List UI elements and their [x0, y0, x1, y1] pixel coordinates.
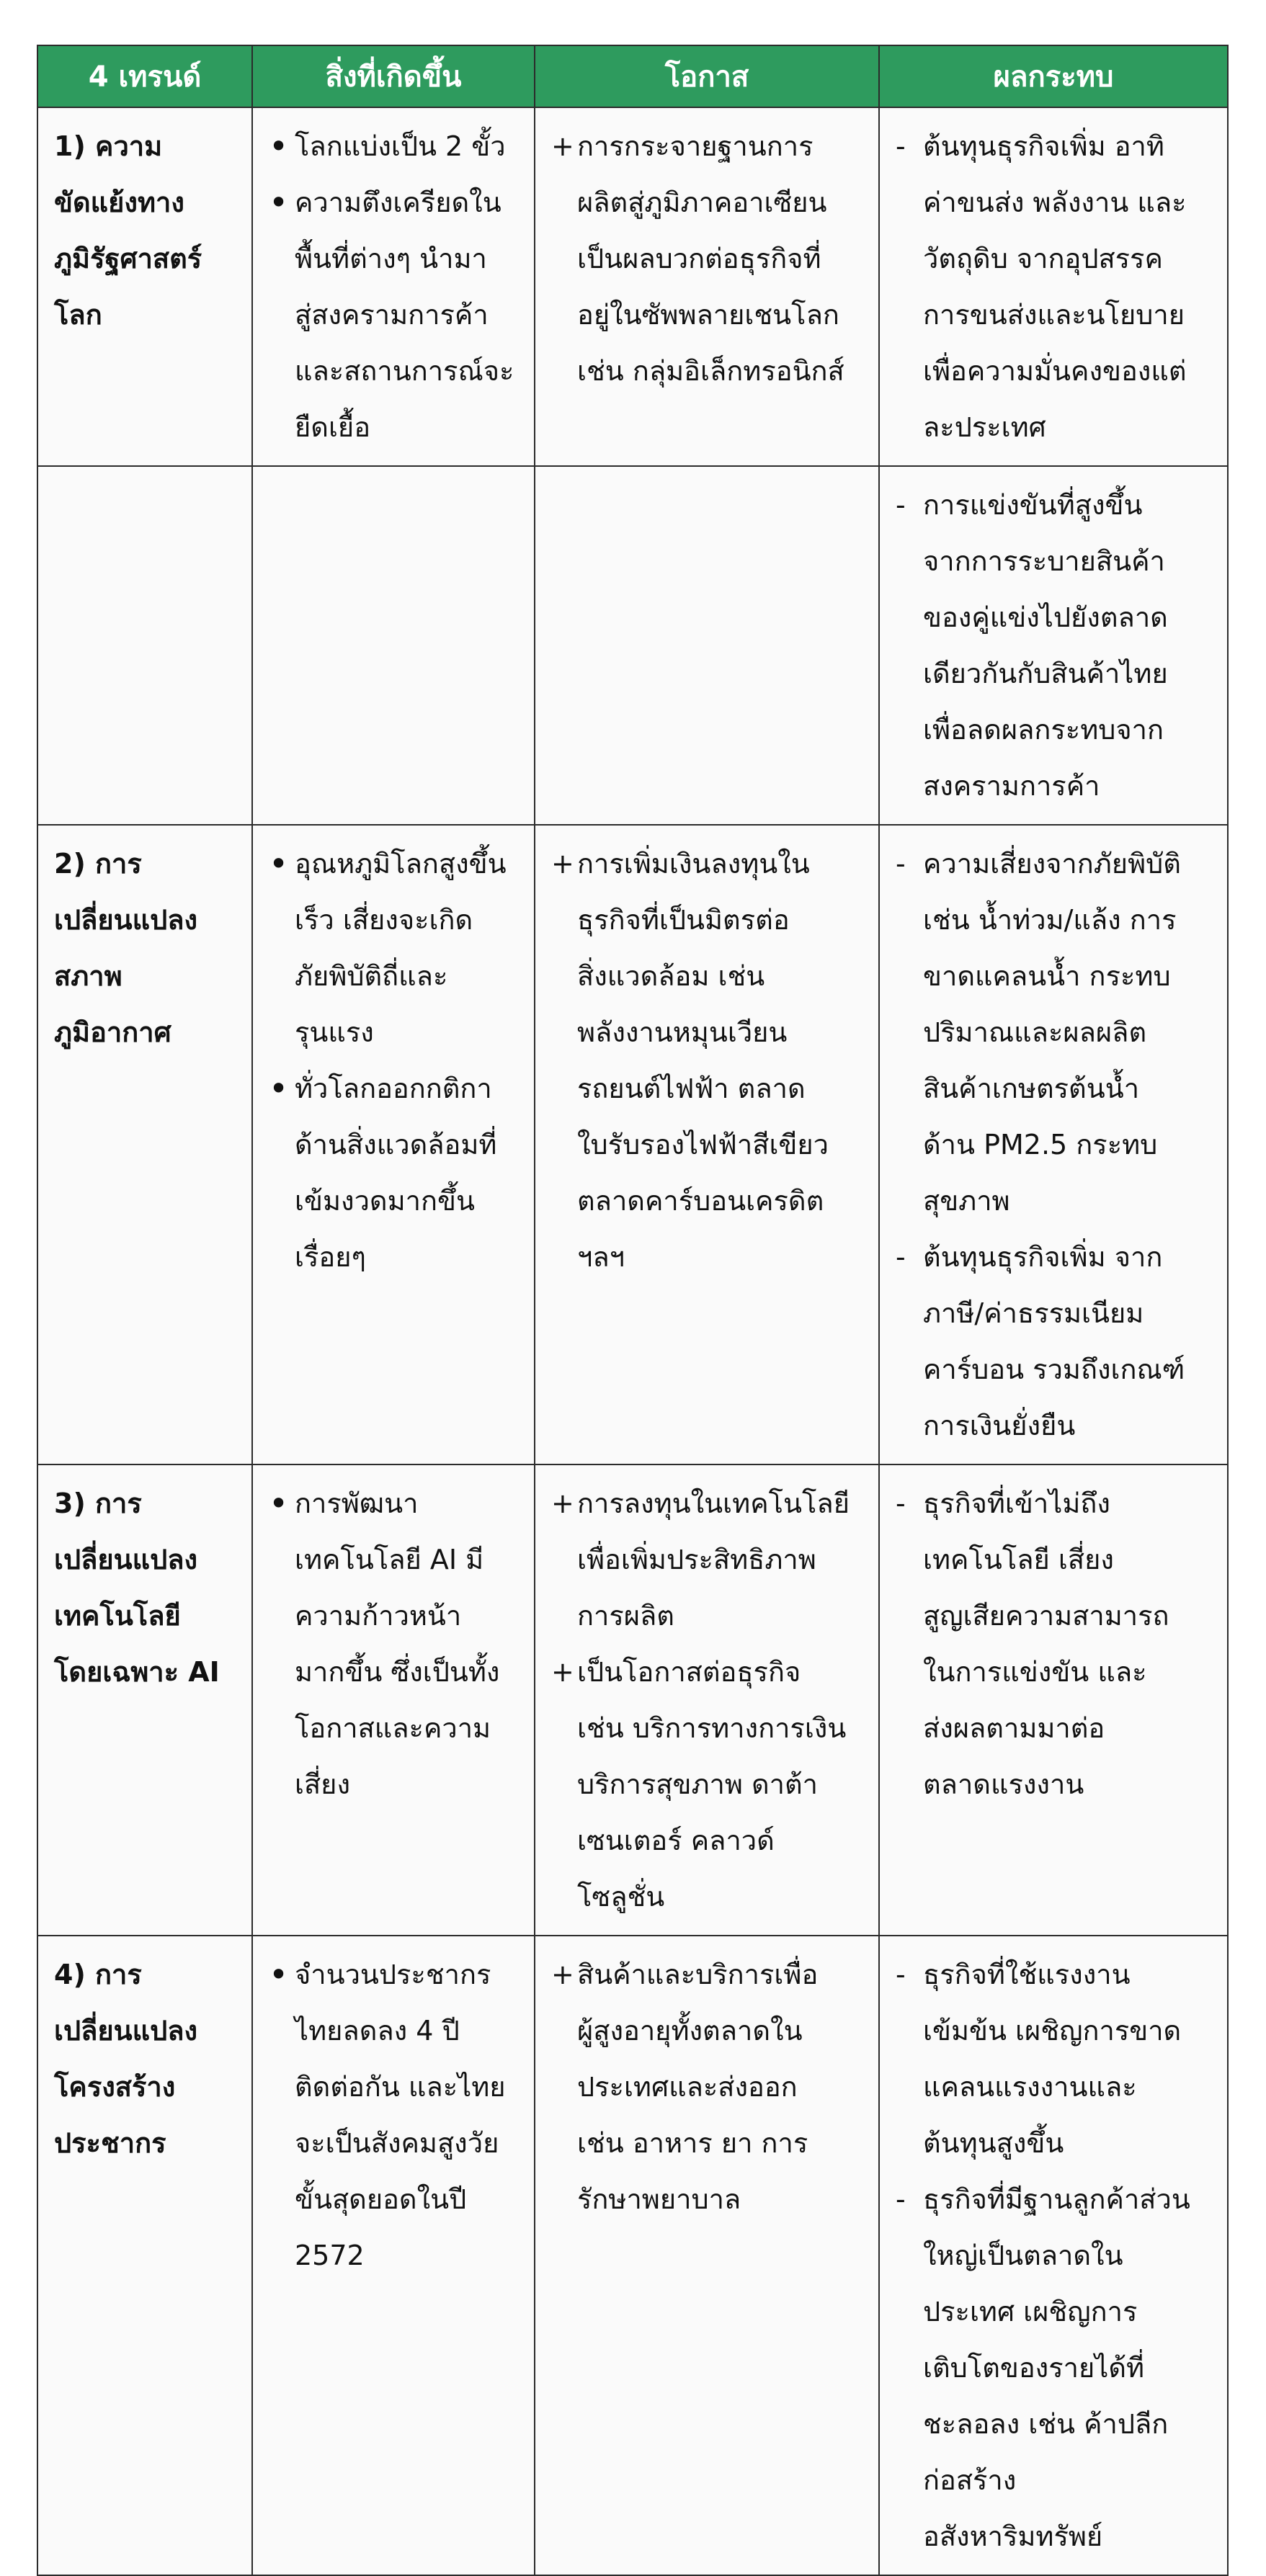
item-line: โอกาสและความ	[295, 1712, 491, 1744]
plus-marker-icon: +	[551, 848, 574, 880]
item-line: ก่อสร้าง	[923, 2464, 1017, 2496]
item-line: คาร์บอน รวมถึงเกณฑ์	[923, 1354, 1185, 1385]
impact-cell	[879, 825, 1228, 1464]
item-line: สูญเสียความสามารถ	[923, 1600, 1169, 1632]
bullet-marker-icon: •	[269, 183, 289, 222]
item-line: รถยนต์ไฟฟ้า ตลาด	[577, 1073, 806, 1104]
impact-cell	[879, 1464, 1228, 1936]
item-line: วัตถุดิบ จากอุปสรรค	[923, 243, 1163, 274]
item-line: สินค้าและบริการเพื่อ	[577, 1959, 819, 1990]
item-line: ธุรกิจที่ใช้แรงงาน	[923, 1959, 1131, 1990]
item-line: การลงทุนในเทคโนโลยี	[577, 1488, 850, 1519]
item-line: เรื่อยๆ	[295, 1241, 366, 1273]
item-line: เป็นโอกาสต่อธุรกิจ	[577, 1656, 801, 1688]
item-line: ความเสี่ยงจากภัยพิบัติ	[923, 848, 1181, 880]
table-row	[37, 825, 1228, 1464]
item-line: โซลูชั่น	[577, 1881, 665, 1913]
trend-line: เปลี่ยนแปลง	[54, 1544, 198, 1575]
item-line: ด้านสิ่งแวดล้อมที่	[295, 1129, 497, 1160]
item-line: ต้นทุนธุรกิจเพิ่ม อาทิ	[923, 130, 1164, 162]
happening-cell	[252, 1464, 535, 1936]
item-line: ใหญ่เป็นตลาดใน	[923, 2240, 1123, 2271]
table-row	[37, 1936, 1228, 2575]
trend-line: โครงสร้าง	[54, 2071, 176, 2103]
item-line: เข้มข้น เผชิญการขาด	[923, 2015, 1182, 2047]
item-line: ธุรกิจที่เป็นมิตรต่อ	[577, 904, 790, 936]
header-row	[37, 45, 1228, 107]
opportunity-cell	[535, 825, 879, 1464]
item-line: ภาษี/ค่าธรรมเนียม	[923, 1297, 1144, 1329]
item-line: มากขึ้น ซึ่งเป็นทั้ง	[295, 1656, 500, 1688]
item-line: การแข่งขันที่สูงขึ้น	[923, 489, 1143, 521]
happening-list	[269, 118, 517, 455]
trend-line: 2) การ	[54, 848, 142, 880]
impact-list	[896, 477, 1210, 814]
opportunity-list	[551, 1946, 861, 2227]
list-item	[896, 1229, 1210, 1454]
item-line: อุณหภูมิโลกสูงขึ้น	[295, 848, 507, 880]
item-line: เติบโตของรายได้ที่	[923, 2352, 1145, 2384]
plus-marker-icon: +	[551, 1959, 574, 1990]
dash-marker-icon: -	[896, 1488, 906, 1519]
dash-marker-icon: -	[896, 130, 906, 162]
happening-cell	[252, 107, 535, 466]
trend-cell	[37, 1464, 252, 1936]
item-line: เพื่อลดผลกระทบจาก	[923, 714, 1164, 746]
item-line: ทั่วโลกออกกติกา	[295, 1073, 492, 1104]
bullet-marker-icon: •	[269, 127, 289, 166]
table-row	[37, 107, 1228, 466]
item-line: ค่าขนส่ง พลังงาน และ	[923, 187, 1187, 218]
trend-line: โลก	[54, 299, 102, 331]
trend-cell	[37, 1936, 252, 2575]
item-line: ตลาดแรงงาน	[923, 1768, 1084, 1800]
item-line: บริการสุขภาพ ดาต้า	[577, 1768, 819, 1800]
item-line: รุนแรง	[295, 1016, 374, 1048]
item-line: การขนส่งและนโยบาย	[923, 299, 1185, 331]
trend-line: ภูมิรัฐศาสตร์	[54, 243, 202, 274]
item-line: ยืดเยื้อ	[295, 411, 371, 443]
item-line: เช่น น้ำท่วม/แล้ง การ	[923, 904, 1177, 936]
trend-cell	[37, 466, 252, 825]
list-item	[269, 836, 517, 1060]
item-line: ต้นทุนสูงขึ้น	[923, 2127, 1064, 2159]
item-line: รักษาพยาบาล	[577, 2183, 741, 2215]
list-item	[551, 1475, 861, 1644]
item-line: ขั้นสุดยอดในปี	[295, 2183, 467, 2215]
item-line: สงครามการค้า	[923, 770, 1100, 802]
trend-line: เปลี่ยนแปลง	[54, 2015, 198, 2047]
list-item	[269, 174, 517, 455]
item-line: เช่น กลุ่มอิเล็กทรอนิกส์	[577, 355, 844, 387]
impact-list	[896, 836, 1210, 1454]
item-line: โลกแบ่งเป็น 2 ขั้ว	[295, 130, 506, 162]
list-item	[896, 1946, 1210, 2171]
header-happening: สิ่งที่เกิดขึ้น	[252, 45, 535, 107]
item-line: แคลนแรงงานและ	[923, 2071, 1137, 2103]
item-line: การผลิต	[577, 1600, 674, 1632]
list-item	[551, 1644, 861, 1925]
item-line: ความก้าวหน้า	[295, 1600, 462, 1632]
happening-cell	[252, 1936, 535, 2575]
item-line: ปริมาณและผลผลิต	[923, 1016, 1147, 1048]
impact-list	[896, 118, 1210, 455]
item-line: สู่สงครามการค้า	[295, 299, 489, 331]
trend-cell	[37, 825, 252, 1464]
item-line: และสถานการณ์จะ	[295, 355, 514, 387]
opportunity-list	[551, 118, 861, 399]
dash-marker-icon: -	[896, 848, 906, 880]
trend-line: โดยเฉพาะ AI	[54, 1656, 220, 1688]
item-line: เทคโนโลยี เสี่ยง	[923, 1544, 1114, 1575]
plus-marker-icon: +	[551, 1488, 574, 1519]
list-item	[551, 118, 861, 399]
item-line: ในการแข่งขัน และ	[923, 1656, 1147, 1688]
item-line: การเงินยั่งยืน	[923, 1410, 1076, 1441]
item-line: ต้นทุนธุรกิจเพิ่ม จาก	[923, 1241, 1163, 1273]
bullet-marker-icon: •	[269, 1069, 289, 1108]
item-line: การกระจายฐานการ	[577, 130, 813, 162]
item-line: ใบรับรองไฟฟ้าสีเขียว	[577, 1129, 829, 1160]
item-line: เพื่อความมั่นคงของแต่	[923, 355, 1187, 387]
item-line: สุขภาพ	[923, 1185, 1010, 1217]
opportunity-list	[551, 836, 861, 1285]
bullet-marker-icon: •	[269, 1955, 289, 1994]
impact-list	[896, 1946, 1210, 2564]
header-opportunity: โอกาส	[535, 45, 879, 107]
item-line: ประเทศและส่งออก	[577, 2071, 798, 2103]
item-line: ประเทศ เผชิญการ	[923, 2296, 1138, 2327]
item-line: ตลาดคาร์บอนเครดิต	[577, 1185, 824, 1217]
trend-line: 3) การ	[54, 1488, 142, 1519]
item-line: ส่งผลตามมาต่อ	[923, 1712, 1105, 1744]
trend-line: 1) ความ	[54, 130, 163, 162]
trend-line: ขัดแย้งทาง	[54, 187, 184, 218]
opportunity-list	[551, 1475, 861, 1925]
trend-cell	[37, 107, 252, 466]
happening-cell	[252, 466, 535, 825]
item-line: เทคโนโลยี AI มี	[295, 1544, 484, 1575]
trend-line: ประชากร	[54, 2127, 166, 2159]
item-line: เพื่อเพิ่มประสิทธิภาพ	[577, 1544, 816, 1575]
impact-list	[896, 1475, 1210, 1812]
item-line: เข้มงวดมากขึ้น	[295, 1185, 475, 1217]
dash-marker-icon: -	[896, 489, 906, 521]
happening-list	[269, 836, 517, 1285]
item-line: เร็ว เสี่ยงจะเกิด	[295, 904, 473, 936]
item-line: ขาดแคลนน้ำ กระทบ	[923, 960, 1171, 992]
dash-marker-icon: -	[896, 1959, 906, 1990]
item-line: จำนวนประชากร	[295, 1959, 491, 1990]
list-item	[896, 477, 1210, 814]
item-line: ของคู่แข่งไปยังตลาด	[923, 601, 1168, 633]
trend-line: เทคโนโลยี	[54, 1600, 181, 1632]
list-item	[269, 1060, 517, 1285]
item-line: สินค้าเกษตรต้นน้ำ	[923, 1073, 1140, 1104]
table-body	[37, 107, 1228, 2575]
list-item	[269, 118, 517, 174]
item-line: ไทยลดลง 4 ปี	[295, 2015, 460, 2047]
opportunity-cell	[535, 1936, 879, 2575]
list-item	[896, 836, 1210, 1229]
opportunity-cell	[535, 466, 879, 825]
list-item	[896, 2171, 1210, 2564]
plus-marker-icon: +	[551, 1656, 574, 1688]
item-line: พื้นที่ต่างๆ นำมา	[295, 243, 487, 274]
header-trend: 4 เทรนด์	[37, 45, 252, 107]
dash-marker-icon: -	[896, 1241, 906, 1273]
list-item	[896, 118, 1210, 455]
item-line: เช่น อาหาร ยา การ	[577, 2127, 808, 2159]
plus-marker-icon: +	[551, 130, 574, 162]
table-row	[37, 1464, 1228, 1936]
impact-cell	[879, 1936, 1228, 2575]
item-line: การพัฒนา	[295, 1488, 419, 1519]
trend-line: 4) การ	[54, 1959, 142, 1990]
item-line: จากการระบายสินค้า	[923, 545, 1165, 577]
item-line: 2572	[295, 2240, 365, 2271]
item-line: ฯลฯ	[577, 1241, 625, 1273]
item-line: ด้าน PM2.5 กระทบ	[923, 1129, 1158, 1160]
trend-line: เปลี่ยนแปลง	[54, 904, 198, 936]
trends-table	[37, 45, 1229, 2576]
happening-cell	[252, 825, 535, 1464]
item-line: อสังหาริมทรัพย์	[923, 2521, 1103, 2552]
trend-line: สภาพ	[54, 960, 122, 992]
item-line: ติดต่อกัน และไทย	[295, 2071, 506, 2103]
item-line: จะเป็นสังคมสูงวัย	[295, 2127, 499, 2159]
item-line: เสี่ยง	[295, 1768, 351, 1800]
item-line: ละประเทศ	[923, 411, 1046, 443]
item-line: อยู่ในซัพพลายเชนโลก	[577, 299, 839, 331]
item-line: พลังงานหมุนเวียน	[577, 1016, 788, 1048]
list-item	[269, 1475, 517, 1812]
impact-cell	[879, 466, 1228, 825]
item-line: เซนเตอร์ คลาวด์	[577, 1825, 775, 1856]
item-line: ผู้สูงอายุทั้งตลาดใน	[577, 2015, 803, 2047]
item-line: เป็นผลบวกต่อธุรกิจที่	[577, 243, 821, 274]
item-line: ธุรกิจที่มีฐานลูกค้าส่วน	[923, 2183, 1190, 2215]
item-line: ผลิตสู่ภูมิภาคอาเซียน	[577, 187, 827, 218]
happening-list	[269, 1946, 517, 2284]
bullet-marker-icon: •	[269, 1484, 289, 1523]
list-item	[896, 1475, 1210, 1812]
list-item	[551, 836, 861, 1285]
item-line: ชะลอลง เช่น ค้าปลีก	[923, 2408, 1169, 2440]
item-line: สิ่งแวดล้อม เช่น	[577, 960, 765, 992]
dash-marker-icon: -	[896, 2183, 906, 2215]
happening-list	[269, 1475, 517, 1812]
item-line: เช่น บริการทางการเงิน	[577, 1712, 847, 1744]
list-item	[269, 1946, 517, 2284]
item-line: ภัยพิบัติถี่และ	[295, 960, 448, 992]
item-line: ธุรกิจที่เข้าไม่ถึง	[923, 1488, 1110, 1519]
bullet-marker-icon: •	[269, 844, 289, 883]
header-impact: ผลกระทบ	[879, 45, 1228, 107]
trend-line: ภูมิอากาศ	[54, 1016, 171, 1048]
list-item	[551, 1946, 861, 2227]
table-row	[37, 466, 1228, 825]
item-line: ความตึงเครียดใน	[295, 187, 502, 218]
opportunity-cell	[535, 1464, 879, 1936]
impact-cell	[879, 107, 1228, 466]
opportunity-cell	[535, 107, 879, 466]
item-line: การเพิ่มเงินลงทุนใน	[577, 848, 810, 880]
item-line: เดียวกันกับสินค้าไทย	[923, 658, 1168, 689]
